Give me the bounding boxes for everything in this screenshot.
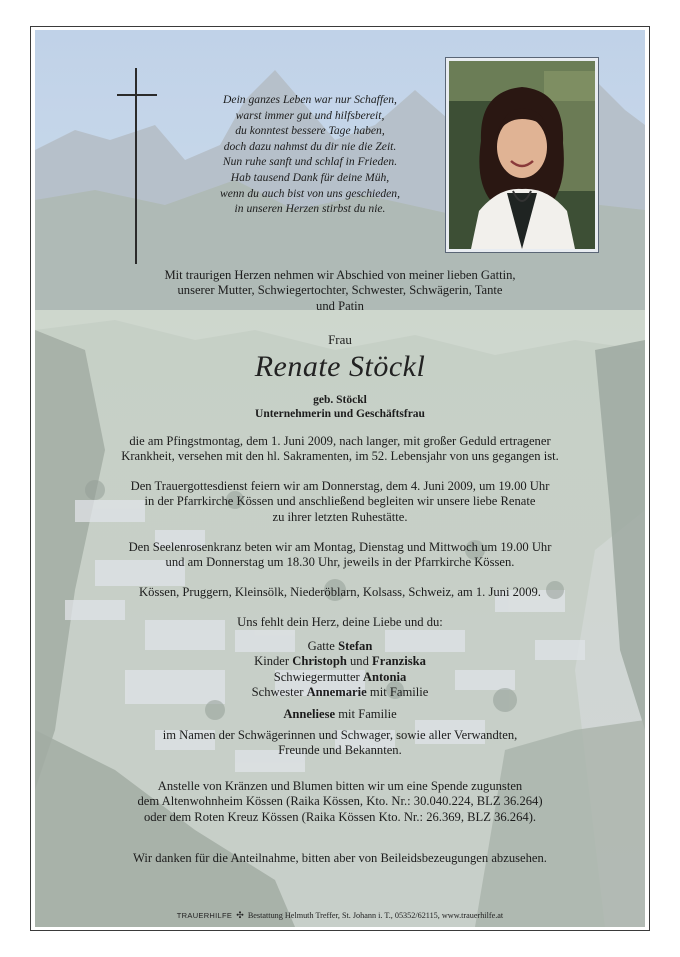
cross-icon [135,68,137,264]
footer [35,910,645,921]
funeral-line: zu ihrer letzten Ruhestätte. [272,509,408,524]
poem-line: Hab tausend Dank für deine Müh, [230,170,390,184]
portrait-photo [445,57,599,253]
place-date: Kössen, Pruggern, Kleinsölk, Niederöblarn, Kolsass, Schweiz, am 1. Juni 2009. [139,585,541,599]
poem [175,92,445,217]
rosary-line: und am Donnerstag um 18.30 Uhr, jeweils in der Pfarrkirche Kössen. [165,555,515,570]
death-notice-line: die am Pfingstmontag, dem 1. Juni 2009, nach langer, mit großer Geduld ertragener [129,434,551,448]
funeral-line: Den Trauergottesdienst feiern wir am Donnerstag, dem 4. Juni 2009, um 19.00 Uhr [130,479,550,493]
missing-line: Uns fehlt dein Herz, deine Liebe und du: [237,615,443,629]
death-notice [35,434,645,465]
poem-line: doch dazu nahmst du dir nie die Zeit. [223,139,397,153]
poem-line: warst immer gut und hilfsbereit, [235,108,385,122]
family-mother-in-law: Schwiegermutter Antonia [273,669,407,684]
poem-line: Dein ganzes Leben war nur Schaffen, [223,93,397,106]
rosary-info [35,540,645,571]
family-sister: Schwester Annemarie mit Familie [251,685,429,700]
poem-line: in unseren Herzen stirbst du nie. [234,202,386,216]
intro-line: unserer Mutter, Schwiegertochter, Schwester, Schwägerin, Tante [177,283,503,298]
intro-line: und Patin [316,298,364,313]
family-other: Anneliese mit Familie [283,706,397,721]
other-name: Anneliese [283,706,336,721]
poem-line: wenn du auch bist von uns geschieden, [220,186,400,200]
rosary-line: Den Seelenrosenkranz beten wir am Montag, Dienstag und Mittwoch um 19.00 Uhr [128,540,552,554]
spouse-name: Stefan [338,639,373,653]
salutation: Frau [328,332,352,347]
cross-icon-bar [117,94,157,96]
occupation: Unternehmerin und Geschäftsfrau [255,408,425,420]
poem-line: Nun ruhe sanft und schlaf in Frieden. [222,155,398,169]
poem-line: du konntest bessere Tage haben, [235,124,385,138]
birth-name: geb. Stöckl [313,394,367,406]
content-area [35,30,645,927]
death-notice-line: Krankheit, versehen mit den hl. Sakramenten, im 52. Lebensjahr von uns gegangen ist. [121,449,559,464]
footer-brand: TRAUERHILFE [176,911,233,920]
family-list [35,639,645,759]
child-name: Christoph [292,654,347,669]
donation-line: dem Altenwohnheim Kössen (Raika Kössen, Kto. Nr.: 30.040.224, BLZ 36.264) [137,794,543,809]
funeral-line: in der Pfarrkirche Kössen und anschließend begleiten wir unsere liebe Renate [144,494,536,509]
funeral-info [35,479,645,525]
brand-ornament-icon: ✣ [236,910,244,920]
family-children: Kinder Christoph und Franziska [254,654,426,669]
sister-name: Annemarie [306,685,367,700]
family-spouse: Gatte Stefan [307,639,373,653]
donation-line: oder dem Roten Kreuz Kössen (Raika Kössen Kto. Nr.: 26.369, BLZ 36.264). [143,809,537,824]
mother-in-law-name: Antonia [362,669,407,684]
donation-line: Anstelle von Kränzen und Blumen bitten wir um eine Spende zugunsten [157,779,523,793]
footer-text: Bestattung Helmuth Treffer, St. Johann i. T., 05352/62115, www.trauerhilfe.at [247,911,504,920]
deceased-name: Renate Stöckl [254,350,426,383]
intro-line: Mit traurigen Herzen nehmen wir Abschied von meiner lieben Gattin, [164,268,516,282]
relatives-line: im Namen der Schwägerinnen und Schwager, sowie aller Verwandten, [162,728,518,743]
donation-request [35,779,645,825]
relatives-line: Freunde und Bekannten. [278,743,402,758]
thanks: Wir danken für die Anteilnahme, bitten aber von Beileidsbezeugungen abzusehen. [133,851,547,865]
intro-text [35,268,645,314]
child-name: Franziska [372,654,426,669]
